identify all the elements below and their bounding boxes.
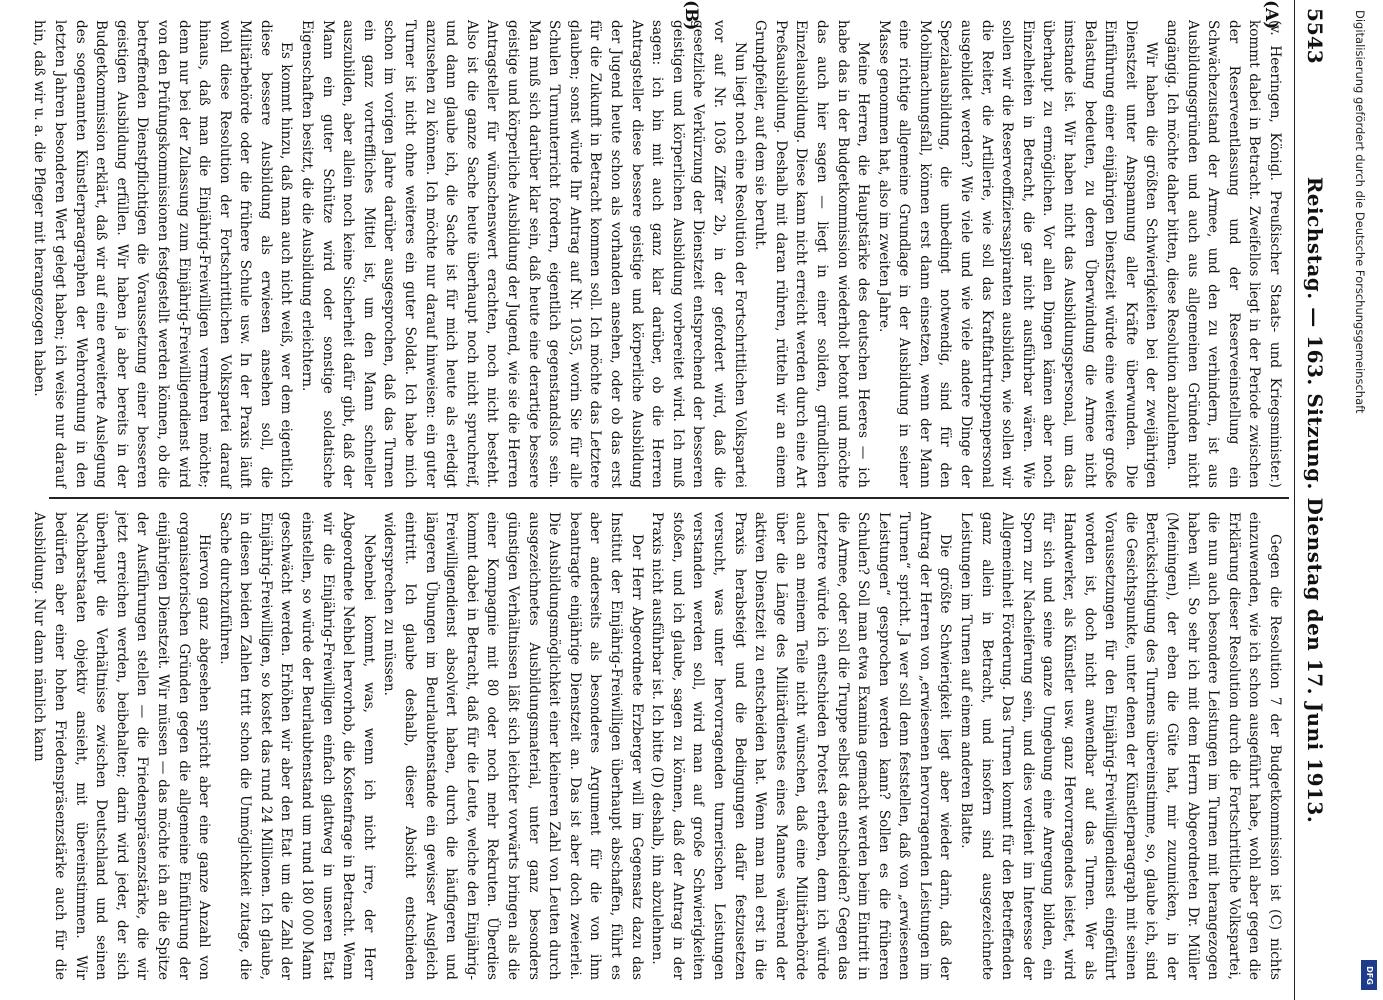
dfg-logo (1361, 960, 1377, 990)
page-header (1294, 0, 1335, 1000)
rotated-document-sheet (31, 0, 1341, 1000)
digitization-credit (1349, 10, 1379, 990)
credit-text: Digitalisierung gefördert durch die Deutsche Forschungsgemeinschaft (1353, 10, 1367, 414)
column-divider (49, 497, 1289, 499)
running-head: Reichstag. — 163. Sitzung. Dienstag den 17. Juni 1913. (1303, 176, 1327, 824)
left-column (31, 20, 1285, 488)
paragraph: Der Herr Abgeordnete Erzberger will im Gegensatz dazu das Institut der Einjährig-Freiwilligen überhaupt abschaffen, führt es aber anderseits als besonderes Argument für die von ihm beantragte einjährige Dienstzeit an. Das ist aber doch zweierlei. Die Ausbildungsmöglichkeit einer kleineren Zahl von Leuten durch ausgezeichnetes Ausbildungsmaterial, unter ganz besonders günstigen Verhältnissen läßt sich leichter vorwärts bringen als die einer Kompagnie mit 80 oder noch mehr Rekruten. Überdies kommt dabei in Betracht, daß für die Leute, welche den Einjährig-Freiwilligendienst absolviert haben, durch die häufigeren und längeren Übungen im Beurlaubtenstande ein gewisser Ausgleich eintritt. Ich glaube deshalb, dieser Absicht entschieden widersprechen zu müssen. (381, 512, 645, 980)
paragraph: Gegen die Resolution 7 der Budgetkommission ist (C) nichts einzuwenden, wie ich schon ausgeführt habe, wohl aber gegen die Erklärung dieser Resolution durch die Fortschrittliche Volkspartei, die nun auch besondere Leistungen im Turnen mit herangezogen haben will. So sehr ich mit dem Herrn Abgeordneten Dr. Müller (Meiningen), der eben die Güte hat, mir zuzunicken, in der Berücksichtigung des Turnens übereinstimme, so, glaube ich, sind die Gesichtspunkte, unter denen der Künstlerparagraph mit seinen Voraussetzungen für den Einjährig-Freiwilligendienst eingeführt worden ist, doch nicht anwendbar auf das Turnen. Wer als Handwerker, als Künstler usw. ganz Hervorragendes leistet, wird für sich und seine ganze Umgebung eine Anregung bilden, ein Sporn zur Nacheiferung sein, und dies verdient im Interesse der Allgemeinheit Förderung. Das Turnen kommt für den Betreffenden ganz allein in Betracht, und insofern sind ausgezeichnete Leistungen im Turnen auf einem anderen Blatte. (958, 512, 1283, 980)
margin-marker-a: (A) (1261, 0, 1281, 30)
right-column (31, 512, 1285, 980)
paragraph: Nun liegt noch eine Resolution der Fortschrittlichen Volkspartei vor auf Nr. 1036 Ziffer 2b, in der gefordert wird, daß die gesetzliche Verkürzung der Dienstzeit entsprechend der besseren geistigen und körperlichen Ausbildung vorbereitet wird. Ich muß sagen: ich bin mit auch ganz klar darüber, ob die Herren Antragsteller diese bessere geistige und körperliche Ausbildung der Jugend heute schon als vorhanden ansehen, oder ob das erst für die Zukunft in Betracht kommen soll. Ich möchte das Letztere glauben; sonst würde Ihr Antrag auf Nr. 1035, worin Sie für alle Schulen Turnunterricht fordern, eigentlich gegenstandslos sein. Man muß sich darüber klar sein, daß heute eine derartige bessere geistige und körperliche Ausbildung der Jugend, wie sie die Herren Antragsteller für wünschenswert erachten, noch nicht besteht. Also ist die ganze Sache heute überhaupt noch nicht spruchreif, und dann glaube ich, die Sache ist für mich heute als erledigt anzusehen zu können. Ich möchte nur darauf hinweisen: ein guter Turner ist nicht ohne weiteres ein guter Soldat. Ich habe mich schon im vorigen Jahre darüber ausgesprochen, daß das Turnen ein ganz vortreffliches Mittel ist, um den Mann schneller auszubilden, aber allein noch keine Sicherheit dafür gibt, daß der Mann ein guter Schütze wird oder sonstige soldatische Eigenschaften besitzt, die die Ausbildung erleichtern. (299, 20, 748, 488)
logo-text: DFG (1364, 965, 1374, 985)
paragraph: Wir haben die größten Schwierigkeiten bei der zweijährigen Dienstzeit unter Anspannung aller Kräfte überwunden. Die Einführung einer einjährigen Dienstzeit würde eine weitere große Belastung bedeuten, zu deren Überwindung die Armee nicht imstande ist. Wir haben nicht das Ausbildungspersonal, um das überhaupt zu ermöglichen. Vor allen Dingen kämen aber noch Einzelheiten in Betracht, die gar nicht ausführbar wären. Wie sollen wir die Reserveoffiziersaspiranten ausbilden, wie sollen wir die Reiter, die Artillerie, wie soll das Kraftfahrtruppenpersonal ausgebildet werden? Wie viele und wie viele andere Dinge der Spezialausbildung, die unbedingt notwendig, sind für den Mobilmachungsfall, können erst dann einsetzen, wenn der Mann eine richtige allgemeine Grundlage in der Ausbildung in seiner Masse genommen hat, also im zweiten Jahre. (875, 20, 1160, 488)
page-number: 5543 (1303, 8, 1327, 64)
paragraph: Hiervon ganz abgesehen spricht aber eine ganze Anzahl von organisatorischen Gründen gegen die allgemeine Einführung der einjährigen Dienstzeit. Wir müssen — das möchte ich an die Spitze der Ausführungen stellen — die Friedenspräsenzstärke, die wir jetzt erreichen werden, beibehalten; darin wird jeder, der sich überhaupt die Verhältnisse zwischen Deutschland und seinen Nachbarstaaten objektiv ansieht, mit übereinstimmen. Wir bedürfen aber einer hohen Friedenspräsenzstärke auch für die Ausbildung. Nur dann nämlich kann (31, 512, 213, 980)
paragraph: Die größte Schwierigkeit liegt aber wieder darin, daß der Antrag der Herren von „erwiesenen hervorragenden Leistungen im Turnen“ spricht. Ja wer soll denn feststellen, daß von „erwiesenen Leistungen“ gesprochen werden kann? Sollen es die früheren Schulen? Soll man etwa Examina gemacht werden beim Eintritt in die Armee, oder soll die Truppe selbst das entscheiden? Gegen das Letztere würde ich entschieden Protest erheben, denn ich würde auch an meinem Teile nicht wünschen, daß eine Militärbehörde über die Länge des Militärdienstes eines Mannes während der aktiven Dienstzeit zu entscheiden hat. Wenn man mal erst in die Praxis herabsteigt und die Bedingungen dafür festzusetzen versucht, was unter hervorragenden turnerischen Leistungen verstanden werden soll, wird man auf große Schwierigkeiten stoßen, und ich glaube, sagen zu können, daß der Antrag in der Praxis nicht ausführbar ist. Ich bitte (D) deshalb, ihn abzulehnen. (649, 512, 954, 980)
paragraph: Meine Herren, die Hauptstärke des deutschen Heeres — ich habe das in der Budgetkommission wiederholt betont und möchte das auch hier sagen — liegt in einer soliden, gründlichen Einzelausbildung. Diese kann nicht erreicht werden durch eine Art Preßausbildung. Deshalb mit daran rühren, rütteln wir an einem Grundpfeiler, auf dem sie beruht. (752, 20, 872, 488)
paragraph: Nebenbei kommt, was, wenn ich nicht irre, der Herr Abgeordnete Nehbel hervorhob, die Kostenfrage in Betracht. Wenn wir die Einjährig-Freiwilligen einfach glattweg in unseren Etat einstellen, so würde der Beurlaubtenstand um rund 180 000 Mann geschwächt werden. Erhöhen wir aber den Etat um die Zahl der Einjährig-Freiwilligen, so kostet das rund 24 Millionen. Ich glaube, in diesen beiden Zahlen tritt schon die Unmöglichkeit zutage, die Sache durchzuführen. (216, 512, 377, 980)
paragraph: Es kommt hinzu, daß man auch nicht weiß, wer dem eigentlich diese bessere Ausbildung als erwiesen ansehen soll, die Militärbehörde oder die frühere Schule usw. In der Praxis läuft wohl diese Resolution der Fortschrittlichen Volkspartei darauf hinaus, daß man die Einjährig-Freiwilligen vermehren möchte; denn nur bei der Zulassung zum Einjährig-Freiwilligendienst wird von den Prüfungskommissionen festgestellt werden können, ob die betreffenden Dienstpflichtigen die Voraussetzung einer besseren geistigen Ausbildung erfüllen. Wir haben ja aber bereits in der Budgetkommission erklärt, daß wir auf eine erweiterte Auslegung des sogenannten Künstlerparagraphen der Wehrordnung in den letzten Jahren besonderen Wert gelegt haben; ich weise nur darauf hin, daß wir u. a. die Pfleger mit herangezogen haben. (31, 20, 295, 488)
paragraph: (v. Heeringen, Königl. Preußischer Staats- und Kriegsminister.) kommt dabei in Betracht. Zweifellos liegt in der Periode zwischen der Reserveentlassung und der Reserveeinstellung ein Schwächezustand der Armee, und den zu verhindern, ist aus Ausbildungsgründen und auch aus allgemeinen Gründen nicht angängig. Ich möchte daher bitten, diese Resolution abzulehnen. (1164, 20, 1283, 488)
margin-marker-b: (B) (681, 0, 701, 31)
